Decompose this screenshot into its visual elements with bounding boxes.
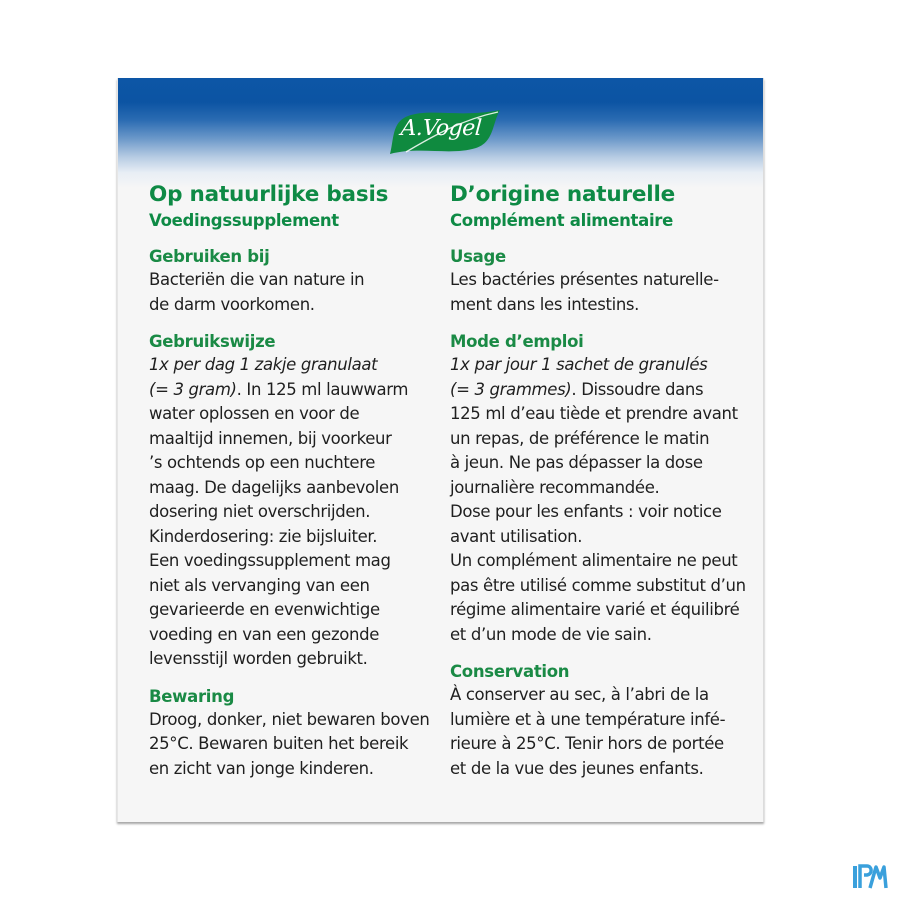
- text-line: [450, 402, 760, 427]
- line-text: lumière et à une température infé-: [450, 709, 726, 729]
- ipm-logo-icon: [852, 864, 888, 890]
- line-text: levensstijl worden gebruikt.: [149, 649, 368, 668]
- line-text: 125 ml d’eau tiède et prendre avant: [450, 404, 738, 423]
- info-section: [450, 661, 760, 781]
- section-body: [149, 353, 449, 672]
- text-line: [450, 353, 760, 378]
- section-body: [450, 683, 760, 781]
- text-line: [450, 427, 760, 452]
- text-line: [149, 647, 449, 672]
- info-section: [450, 331, 760, 647]
- column-subtitle: Complément alimentaire: [450, 211, 674, 230]
- text-line: [149, 427, 449, 452]
- line-text: gevarieerde en evenwichtige: [149, 600, 380, 619]
- text-line: [149, 708, 449, 733]
- line-text: et d’un mode de vie sain.: [450, 624, 652, 644]
- text-line: [450, 683, 760, 708]
- sections: [450, 246, 760, 781]
- logo-text: A.Vogel: [399, 116, 483, 141]
- text-line: [450, 476, 760, 501]
- italic-dosage-text: (= 3 grammes): [450, 379, 572, 399]
- text-line: [149, 598, 449, 623]
- text-line: [450, 549, 760, 574]
- text-line: [149, 549, 449, 574]
- line-text: ment dans les intestins.: [450, 294, 640, 314]
- line-text: avant utilisation.: [450, 526, 583, 546]
- text-line: [450, 708, 760, 733]
- italic-dosage-text: (= 3 gram): [149, 379, 237, 399]
- line-text: Kinderdosering: zie bijsluiter.: [149, 526, 378, 546]
- line-text: . Dissoudre dans: [571, 379, 704, 399]
- text-line: [149, 500, 449, 525]
- text-line: [450, 732, 760, 757]
- french-column: [450, 182, 760, 781]
- line-text: journalière recommandée.: [450, 477, 660, 497]
- line-text: à jeun. Ne pas dépasser la dose: [450, 453, 703, 472]
- text-line: [450, 293, 760, 318]
- section-heading: Gebruiken bij: [149, 247, 270, 266]
- line-text: . In 125 ml lauwwarm: [236, 379, 409, 399]
- text-line: [450, 378, 760, 403]
- line-text: maaltijd innemen, bij voorkeur: [149, 428, 392, 448]
- text-line: [450, 598, 760, 623]
- text-line: [149, 353, 449, 378]
- line-text: dosering niet overschrijden.: [149, 502, 371, 521]
- line-text: 25°C. Bewaren buiten het bereik: [149, 734, 409, 753]
- text-line: [149, 623, 449, 648]
- line-text: un repas, de préférence le matin: [450, 428, 710, 448]
- section-body: [450, 268, 760, 317]
- section-body: [149, 708, 449, 782]
- text-line: [149, 451, 449, 476]
- italic-dosage-text: 1x par jour 1 sachet de granulés: [450, 355, 708, 374]
- line-text: Un complément alimentaire ne peut: [450, 551, 738, 570]
- text-line: [450, 757, 760, 782]
- product-panel: [117, 78, 764, 822]
- brand-logo: [380, 108, 502, 158]
- line-text: ’s ochtends op een nuchtere: [149, 453, 376, 472]
- text-line: [450, 500, 760, 525]
- line-text: niet als vervanging van een: [149, 575, 370, 595]
- text-line: [450, 451, 760, 476]
- line-text: de darm voorkomen.: [149, 294, 315, 314]
- text-line: [450, 525, 760, 550]
- line-text: Les bactéries présentes naturelle-: [450, 270, 719, 289]
- text-line: [149, 293, 449, 318]
- section-heading: Bewaring: [149, 686, 235, 706]
- dutch-column: [149, 182, 449, 781]
- section-heading: Gebruikswijze: [149, 332, 276, 351]
- column-title: Op natuurlijke basis: [149, 182, 389, 207]
- text-line: [149, 574, 449, 599]
- text-line: [149, 757, 449, 782]
- info-section: [450, 246, 760, 317]
- text-line: [149, 476, 449, 501]
- text-line: [450, 268, 760, 293]
- text-line: [450, 574, 760, 599]
- section-body: [450, 353, 760, 647]
- line-text: rieure à 25°C. Tenir hors de portée: [450, 734, 724, 753]
- section-heading: Usage: [450, 247, 506, 266]
- text-line: [149, 268, 449, 293]
- text-line: [149, 525, 449, 550]
- text-line: [450, 623, 760, 648]
- line-text: À conserver au sec, à l’abri de la: [450, 685, 709, 704]
- line-text: voeding en van een gezonde: [149, 624, 380, 644]
- info-section: [149, 331, 449, 672]
- italic-dosage-text: 1x per dag 1 zakje granulaat: [149, 355, 378, 374]
- line-text: Dose pour les enfants : voir notice: [450, 502, 722, 521]
- section-heading: Conservation: [450, 662, 570, 681]
- line-text: et de la vue des jeunes enfants.: [450, 758, 704, 778]
- line-text: maag. De dagelijks aanbevolen: [149, 477, 399, 497]
- column-title: D’origine naturelle: [450, 182, 675, 207]
- ipm-watermark-logo: [852, 864, 888, 890]
- text-line: [149, 378, 449, 403]
- line-text: Droog, donker, niet bewaren boven: [149, 709, 430, 729]
- line-text: Bacteriën die van nature in: [149, 270, 365, 289]
- column-subtitle: Voedingssupplement: [149, 211, 339, 230]
- line-text: Een voedingssupplement mag: [149, 551, 391, 570]
- line-text: pas être utilisé comme substitut d’un: [450, 575, 746, 595]
- text-line: [149, 402, 449, 427]
- info-section: [149, 686, 449, 782]
- section-heading: Mode d’emploi: [450, 332, 584, 351]
- line-text: water oplossen en voor de: [149, 404, 360, 423]
- sections: [149, 246, 449, 781]
- line-text: régime alimentaire varié et équilibré: [450, 600, 740, 619]
- info-section: [149, 246, 449, 317]
- section-body: [149, 268, 449, 317]
- line-text: en zicht van jonge kinderen.: [149, 758, 374, 778]
- text-line: [149, 732, 449, 757]
